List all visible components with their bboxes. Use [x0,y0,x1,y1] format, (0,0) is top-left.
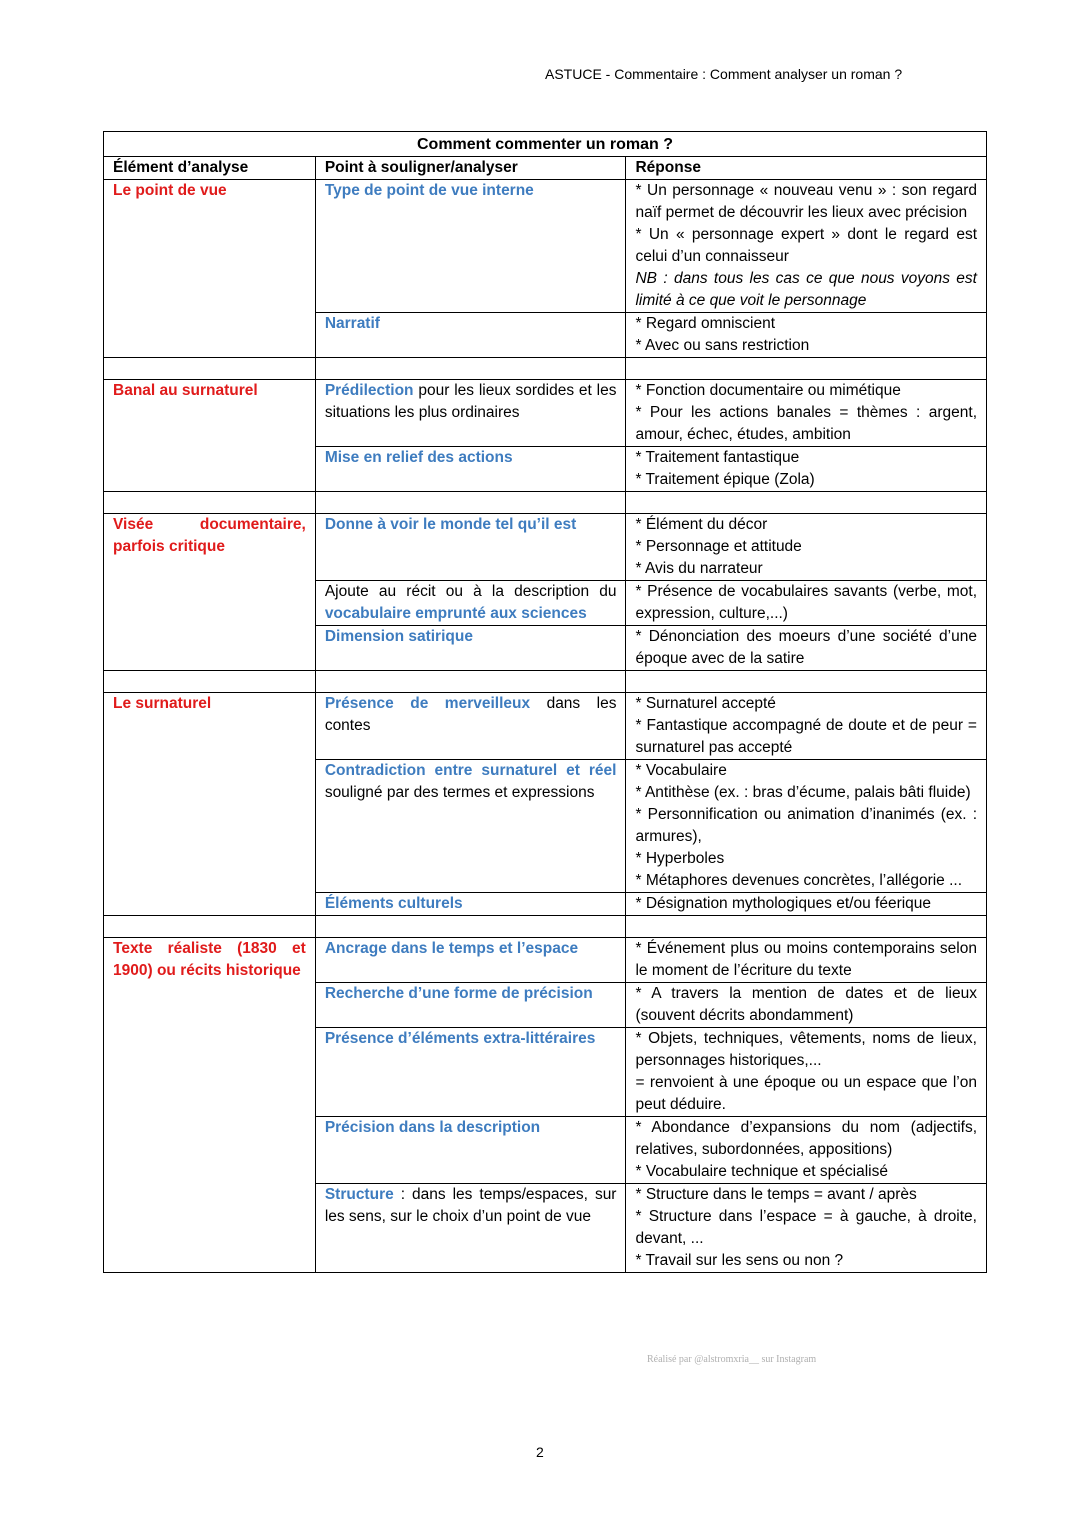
response-line: * Fonction documentaire ou mimétique [635,382,901,399]
separator-row [104,492,987,514]
page-header: ASTUCE - Commentaire : Comment analyser un roman ? [545,66,903,82]
response-line: * Métaphores devenues concrètes, l’allégorie ... [635,872,963,889]
analysis-point [315,581,626,626]
response-cell [626,581,987,626]
column-header: Point à souligner/analyser [315,157,626,180]
response-line: * Traitement épique (Zola) [635,471,815,488]
analysis-point [315,760,626,893]
column-header: Élément d’analyse [104,157,316,180]
separator-row [104,358,987,380]
response-cell [626,180,987,313]
response-line: * Objets, techniques, vêtements, noms de lieux, personnages historiques,... [635,1030,977,1069]
analysis-text: souligné par des termes et expressions [324,784,595,801]
response-line: * Surnaturel accepté [635,695,776,712]
analysis-table [103,131,987,1273]
response-cell [626,983,987,1028]
response-line: = renvoient à une époque ou un espace que l’on peut déduire. [635,1074,977,1113]
response-cell [626,938,987,983]
analysis-point: Ancrage dans le temps et l’espace [315,938,626,983]
response-line: * Structure dans le temps = avant / après [635,1186,917,1203]
response-line: * Traitement fantastique [635,449,800,466]
analysis-point: Type de point de vue interne [315,180,626,313]
column-header: Réponse [626,157,987,180]
column-header-row [104,157,987,180]
table-row [104,380,987,447]
response-line: * Élément du décor [635,516,768,533]
response-line: * Travail sur les sens ou non ? [635,1252,844,1269]
response-line: * Un personnage « nouveau venu » : son regard naïf permet de découvrir les lieux avec précision [635,182,977,221]
response-cell [626,693,987,760]
analysis-keyword: Contradiction entre surnaturel et réel [324,762,617,779]
table-row [104,180,987,313]
analysis-point: Recherche d’une forme de précision [315,983,626,1028]
analysis-point: Mise en relief des actions [315,447,626,492]
response-line: * Regard omniscient [635,315,776,332]
response-line: * Vocabulaire technique et spécialisé [635,1163,888,1180]
analysis-text: dans les contes [324,695,617,734]
table-title-row [104,132,987,157]
response-cell [626,514,987,581]
section-element: Banal au surnaturel [104,380,316,492]
response-line: * Antithèse (ex. : bras d’écume, palais bâti fluide) [635,784,971,801]
analysis-keyword: Structure [324,1186,394,1203]
response-line: * Structure dans l’espace = à gauche, à droite, devant, ... [635,1208,977,1247]
response-line: * Dénonciation des moeurs d’une société d’une époque avec de la satire [635,628,977,667]
separator-row [104,671,987,693]
response-line: * Avec ou sans restriction [635,337,810,354]
response-cell [626,1117,987,1184]
response-line: * Abondance d’expansions du nom (adjectifs, relatives, subordonnées, appositions) [635,1119,977,1158]
response-line: * Avis du narrateur [635,560,763,577]
response-cell [626,447,987,492]
table-row [104,938,987,983]
response-line: * Présence de vocabulaires savants (verbe, mot, expression, culture,...) [635,583,977,622]
section-element: Visée documentaire, parfois critique [104,514,316,671]
response-line: * Événement plus ou moins contemporains selon le moment de l’écriture du texte [635,940,977,979]
table-row [104,514,987,581]
response-cell [626,380,987,447]
response-line: * Personnification ou animation d’inanimés (ex. : armures), [635,806,977,845]
analysis-point [315,380,626,447]
analysis-point: Donne à voir le monde tel qu’il est [315,514,626,581]
table-title: Comment commenter un roman ? [104,132,987,157]
table-row [104,693,987,760]
analysis-keyword: Prédilection [324,382,414,399]
credit-footnote: Réalisé par @alstromxria__ sur Instagram [647,1354,817,1365]
response-line: * Personnage et attitude [635,538,802,555]
section-element: Le point de vue [104,180,316,358]
response-cell [626,1184,987,1273]
analysis-text: : dans les temps/espaces, sur les sens, sur le choix d’un point de vue [324,1186,617,1225]
section-element: Texte réaliste (1830 et 1900) ou récits historique [104,938,316,1273]
response-line: * Vocabulaire [635,762,727,779]
analysis-point: Éléments culturels [315,893,626,916]
analysis-point: Dimension satirique [315,626,626,671]
response-cell [626,313,987,358]
analysis-keyword: vocabulaire emprunté aux sciences [324,605,587,622]
analysis-text: Ajoute au récit ou à la description du [324,583,617,600]
response-cell [626,626,987,671]
response-cell [626,760,987,893]
analysis-point: Narratif [315,313,626,358]
analysis-point [315,693,626,760]
response-line: * Pour les actions banales = thèmes : argent, amour, échec, études, ambition [635,404,977,443]
response-line: * Désignation mythologiques et/ou féerique [635,895,932,912]
response-note: NB : dans tous les cas ce que nous voyons est limité à ce que voit le personnage [635,270,977,309]
analysis-point: Précision dans la description [315,1117,626,1184]
analysis-text: pour les lieux sordides et les situations les plus ordinaires [324,382,617,421]
analysis-keyword: Présence de merveilleux [324,695,531,712]
response-line: * Hyperboles [635,850,725,867]
analysis-point: Présence d’éléments extra-littéraires [315,1028,626,1117]
separator-row [104,916,987,938]
response-cell [626,893,987,916]
response-line: * Fantastique accompagné de doute et de peur = surnaturel pas accepté [635,717,977,756]
page-number: 2 [536,1444,544,1460]
response-line: * A travers la mention de dates et de lieux (souvent décrits abondamment) [635,985,977,1024]
section-element: Le surnaturel [104,693,316,916]
response-cell [626,1028,987,1117]
analysis-point [315,1184,626,1273]
response-line: * Un « personnage expert » dont le regard est celui d’un connaisseur [635,226,977,265]
